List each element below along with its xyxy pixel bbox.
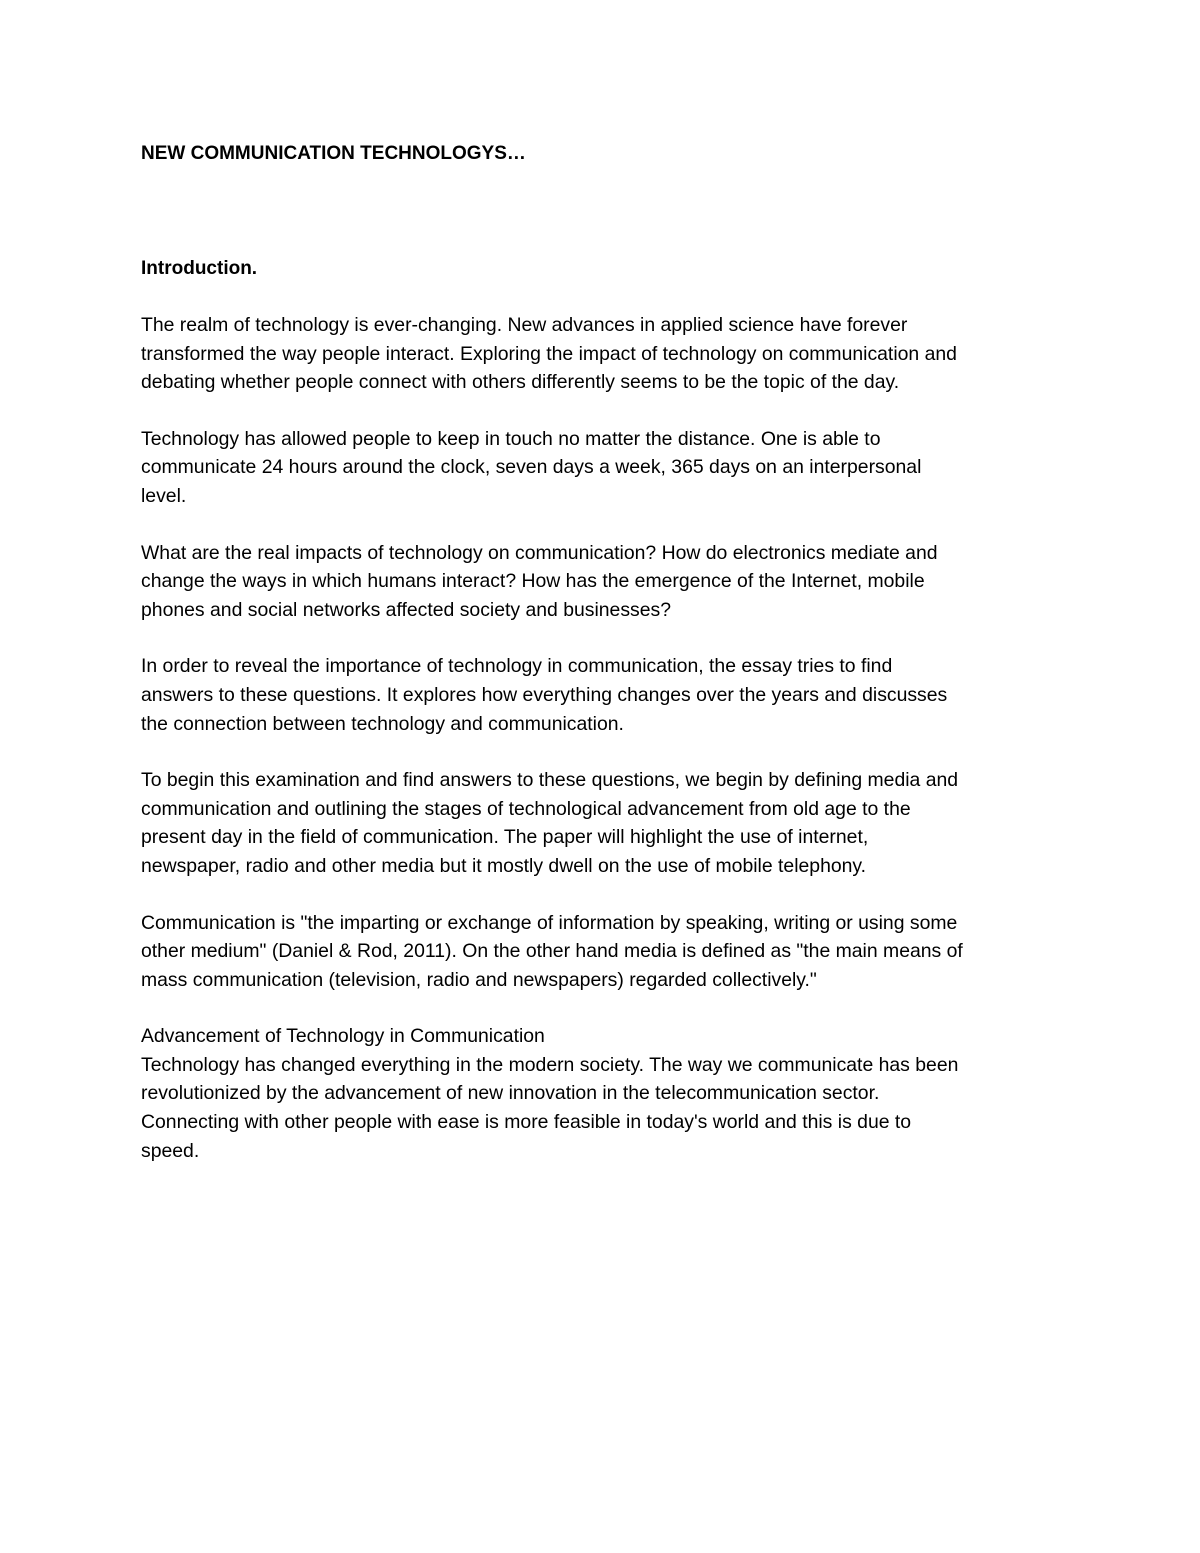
paragraph-line: Connecting with other people with ease is more feasible in today's world and this is due to: [141, 1111, 912, 1134]
paragraph-line: In order to reveal the importance of technology in communication, the essay tries to find: [141, 655, 893, 678]
paragraph-line: The realm of technology is ever-changing. New advances in applied science have forever: [141, 314, 908, 336]
paragraph-4: [141, 652, 1081, 738]
document-body: [141, 140, 1081, 1165]
paragraph-1: [141, 311, 1081, 397]
paragraph-line: change the ways in which humans interact? How has the emergence of the Internet, mobile: [141, 570, 925, 593]
paragraph-6: [141, 909, 1081, 995]
paragraph-line: debating whether people connect with others differently seems to be the topic of the day.: [141, 371, 900, 394]
paragraph-line: What are the real impacts of technology on communication? How do electronics mediate and: [141, 541, 938, 564]
paragraph-line: Communication is "the imparting or exchange of information by speaking, writing or using some: [141, 911, 958, 934]
paragraph-3: [141, 539, 1081, 625]
paragraph-line: phones and social networks affected society and businesses?: [141, 598, 671, 621]
paragraph-5: [141, 766, 1081, 880]
paragraph-line: level.: [141, 484, 187, 507]
paragraph-line: communication and outlining the stages of technological advancement from old age to the: [141, 797, 911, 820]
paragraph-line: other medium" (Daniel & Rod, 2011). On the other hand media is defined as "the main means of: [141, 940, 963, 963]
paragraph-2: [141, 425, 1081, 511]
paragraph-line: Technology has allowed people to keep in touch no matter the distance. One is able to: [141, 427, 881, 450]
intro-heading: Introduction.: [141, 258, 258, 279]
document-title: NEW COMMUNICATION TECHNOLOGYS…: [141, 143, 526, 164]
paragraph-line: To begin this examination and find answers to these questions, we begin by defining media and: [141, 769, 959, 792]
section-heading: Advancement of Technology in Communication: [141, 1025, 545, 1048]
paragraph-line: answers to these questions. It explores how everything changes over the years and discusses: [141, 683, 948, 706]
paragraph-line: Technology has changed everything in the modern society. The way we communicate has been: [141, 1053, 959, 1076]
paragraph-line: speed.: [141, 1139, 200, 1162]
paragraph-line: revolutionized by the advancement of new innovation in the telecommunication sector.: [141, 1082, 880, 1105]
section-paragraph: [141, 1051, 1081, 1165]
paragraph-line: present day in the field of communication. The paper will highlight the use of internet,: [141, 826, 869, 849]
paragraph-line: mass communication (television, radio and newspapers) regarded collectively.": [141, 968, 817, 991]
paragraph-line: the connection between technology and communication.: [141, 712, 624, 735]
paragraph-line: newspaper, radio and other media but it mostly dwell on the use of mobile telephony.: [141, 854, 867, 877]
paragraph-line: transformed the way people interact. Exploring the impact of technology on communication and: [141, 342, 957, 365]
paragraph-line: communicate 24 hours around the clock, seven days a week, 365 days on an interpersonal: [141, 456, 922, 479]
